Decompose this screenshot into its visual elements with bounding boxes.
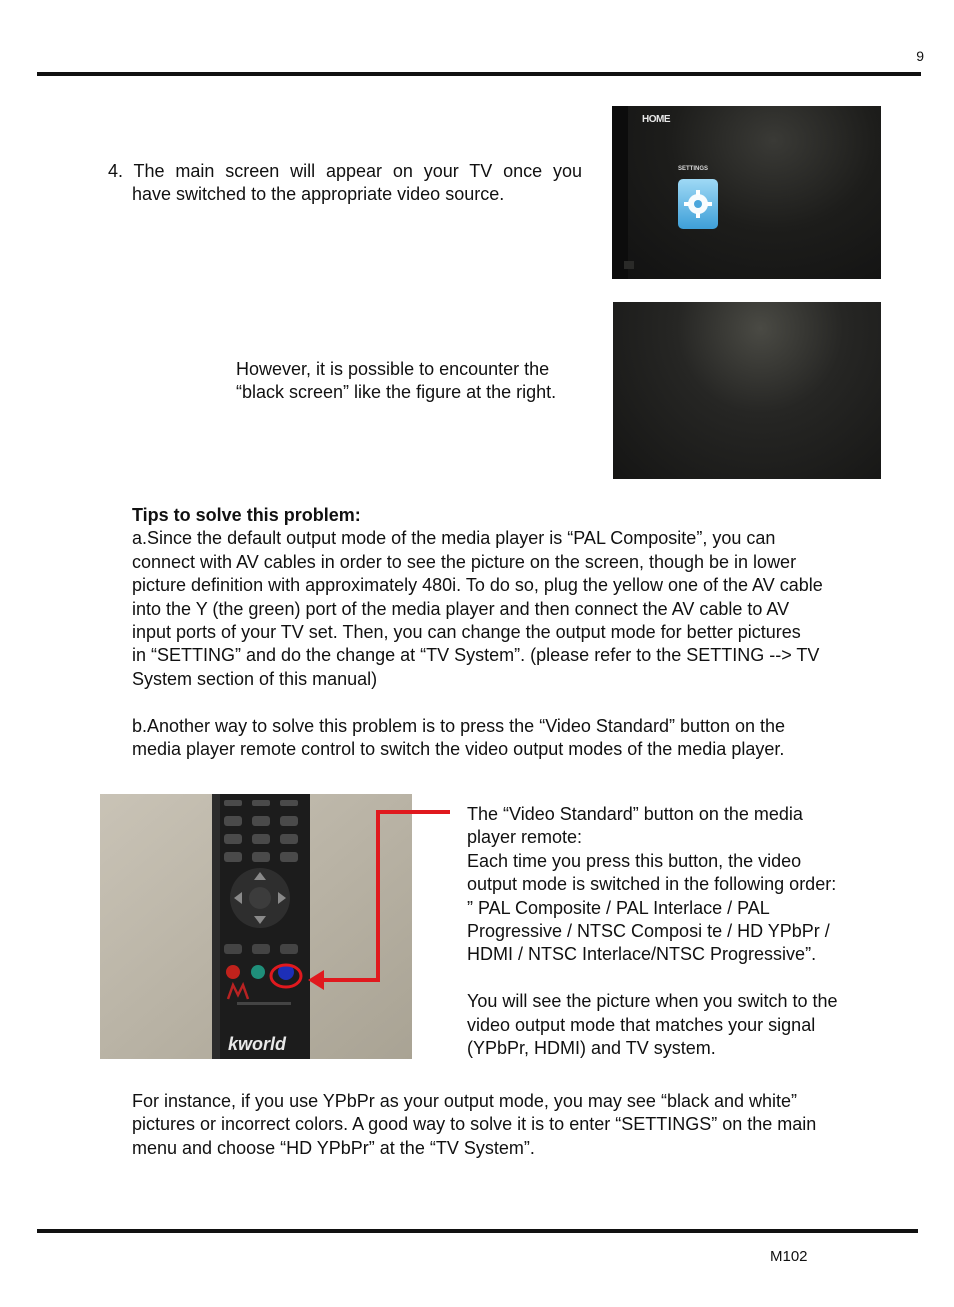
remote-desc-line-4: output mode is switched in the following order: <box>467 874 837 895</box>
instance-line-2: pictures or incorrect colors. A good way to solve it is to enter “SETTINGS” on the main <box>132 1114 817 1135</box>
black-screen-screenshot <box>613 302 881 479</box>
remote-result-line-1: You will see the picture when you switch to the <box>467 991 838 1012</box>
remote-result-line-2: video output mode that matches your signal <box>467 1014 816 1035</box>
tv-edge-detail <box>624 261 634 269</box>
tv-home-title: HOME <box>642 114 670 125</box>
remote-brand-logo: kworld <box>228 1034 287 1054</box>
gear-icon <box>678 179 718 229</box>
page-number: 9 <box>916 48 924 64</box>
remote-description <box>467 803 887 1060</box>
step-4-text <box>108 160 582 207</box>
bottom-rule <box>37 1229 918 1233</box>
tv-bezel <box>612 106 628 279</box>
tip-a-line-6: in “SETTING” and do the change at “TV System”. (please refer to the SETTING --> TV <box>132 645 820 666</box>
remote-desc-line-3: Each time you press this button, the video <box>467 850 802 871</box>
tips-section <box>132 504 892 761</box>
remote-desc-line-7: HDMI / NTSC Interlace/NTSC Progressive”. <box>467 944 817 965</box>
tip-b-line-1: b.Another way to solve this problem is to press the “Video Standard” button on the <box>132 715 786 736</box>
paragraph-gap <box>132 691 892 714</box>
tip-a-line-5: input ports of your TV set. Then, you can change the output mode for better pictures <box>132 622 801 643</box>
remote-desc-line-1: The “Video Standard” button on the media <box>467 804 803 824</box>
remote-desc-line-5: ” PAL Composite / PAL Interlace / PAL <box>467 897 770 918</box>
top-rule <box>37 72 921 76</box>
black-screen-note <box>236 358 596 405</box>
callout-arrow <box>300 800 460 1000</box>
step-4-line-2: have switched to the appropriate video source. <box>132 184 505 205</box>
tv-settings-tile <box>678 179 718 229</box>
instance-line-1: For instance, if you use YPbPr as your output mode, you may see “black and white” <box>132 1091 798 1111</box>
tip-a-line-3: picture definition with approximately 480i. To do so, plug the yellow one of the AV cable <box>132 575 823 596</box>
tv-settings-label: SETTINGS <box>678 166 709 172</box>
tv-home-screenshot <box>612 106 881 279</box>
tip-a-line-4: into the Y (the green) port of the media player and then connect the AV cable to AV <box>132 598 790 619</box>
black-screen-line-1: However, it is possible to encounter the <box>236 359 550 379</box>
paragraph-gap <box>467 967 887 990</box>
tip-a-line-1: a.Since the default output mode of the media player is “PAL Composite”, you can <box>132 528 776 549</box>
tip-a-line-2: connect with AV cables in order to see the picture on the screen, though be in lower <box>132 551 797 572</box>
remote-result-line-3: (YPbPr, HDMI) and TV system. <box>467 1038 716 1059</box>
tip-a-line-7: System section of this manual) <box>132 668 378 689</box>
tip-b-line-2: media player remote control to switch the video output modes of the media player. <box>132 739 785 760</box>
tips-heading: Tips to solve this problem: <box>132 505 361 525</box>
step-4-line-1: 4. The main screen will appear on your TV once you <box>108 161 582 181</box>
remote-desc-line-2: player remote: <box>467 827 583 848</box>
instance-paragraph <box>132 1090 892 1160</box>
footer-model: M102 <box>770 1248 808 1265</box>
remote-desc-line-6: Progressive / NTSC Composi te / HD YPbPr / <box>467 921 830 942</box>
black-screen-line-2: “black screen” like the figure at the right. <box>236 382 557 403</box>
instance-line-3: menu and choose “HD YPbPr” at the “TV System”. <box>132 1137 535 1158</box>
